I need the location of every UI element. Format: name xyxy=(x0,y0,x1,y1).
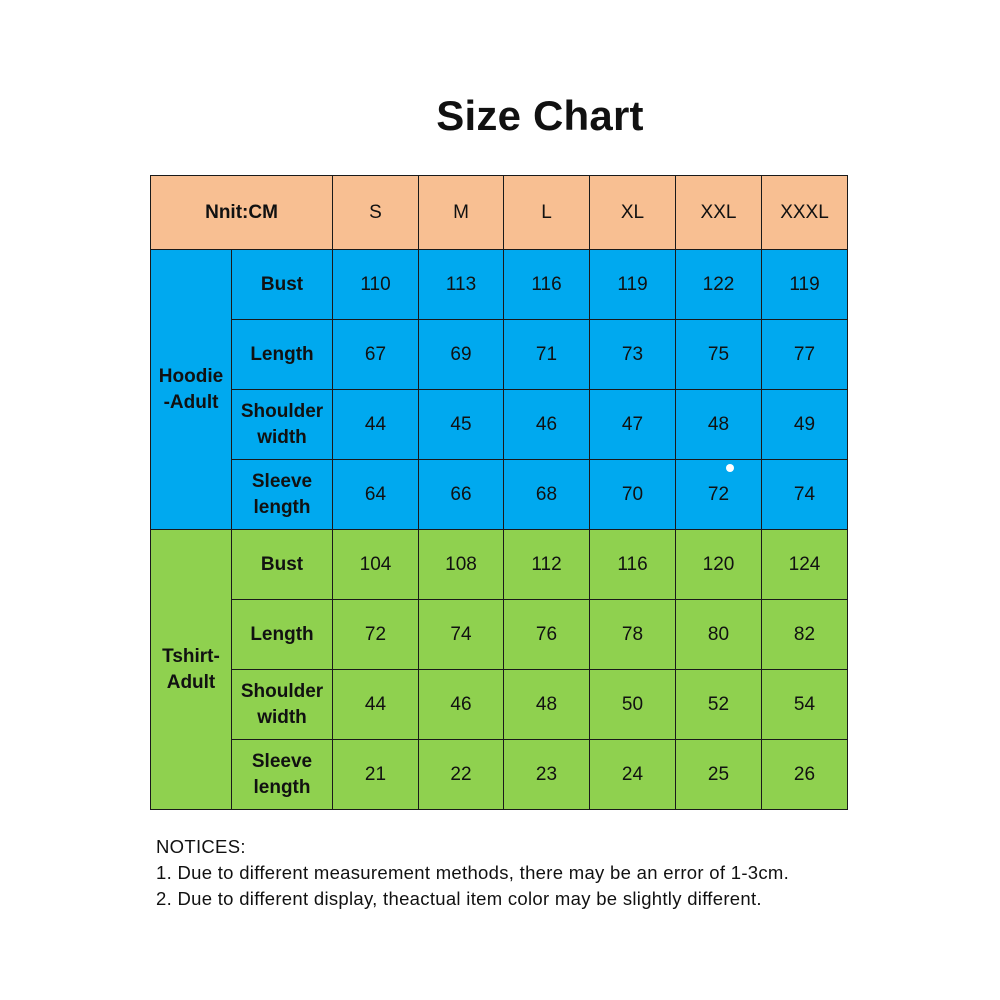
notice-item: 1. Due to different measurement methods, there may be an error of 1-3cm. xyxy=(156,862,790,883)
table-row xyxy=(151,740,848,810)
value-cell: 46 xyxy=(419,670,504,740)
value-cell: 112 xyxy=(504,530,590,600)
measurement-label xyxy=(232,600,333,670)
value-cell: 116 xyxy=(504,250,590,320)
value-cell: 44 xyxy=(333,670,419,740)
measurement-label-line: width xyxy=(257,426,307,448)
value-cell: 52 xyxy=(676,670,762,740)
value-cell: 45 xyxy=(419,390,504,460)
page-title: Size Chart xyxy=(436,92,644,139)
value-cell: 104 xyxy=(333,530,419,600)
measurement-label-line: width xyxy=(257,706,307,728)
table-row xyxy=(151,460,848,530)
value-cell: 72 xyxy=(676,460,762,530)
size-header-xxxl: XXXL xyxy=(762,176,848,250)
measurement-label xyxy=(232,740,333,810)
value-cell: 48 xyxy=(676,390,762,460)
measurement-label-line: length xyxy=(253,496,311,518)
value-cell: 24 xyxy=(590,740,676,810)
value-cell: 47 xyxy=(590,390,676,460)
value-cell: 75 xyxy=(676,320,762,390)
group-label-line: -Adult xyxy=(163,391,219,413)
value-cell: 67 xyxy=(333,320,419,390)
value-cell: 73 xyxy=(590,320,676,390)
size-header-l: L xyxy=(504,176,590,250)
value-cell: 66 xyxy=(419,460,504,530)
measurement-label-line: Shoulder xyxy=(240,680,324,702)
measurement-label xyxy=(232,320,333,390)
table-row xyxy=(151,600,848,670)
value-cell: 44 xyxy=(333,390,419,460)
value-cell: 110 xyxy=(333,250,419,320)
measurement-label xyxy=(232,250,333,320)
measurement-label xyxy=(232,460,333,530)
notice-item: 2. Due to different display, theactual item color may be slightly different. xyxy=(156,888,762,909)
unit-label: Nnit:CM xyxy=(151,176,333,250)
measurement-label-line: Bust xyxy=(260,273,304,295)
value-cell: 74 xyxy=(762,460,848,530)
value-cell: 69 xyxy=(419,320,504,390)
table-row xyxy=(151,320,848,390)
value-cell: 76 xyxy=(504,600,590,670)
value-cell: 122 xyxy=(676,250,762,320)
value-cell: 119 xyxy=(590,250,676,320)
table-row xyxy=(151,390,848,460)
value-cell: 78 xyxy=(590,600,676,670)
value-cell: 68 xyxy=(504,460,590,530)
size-header-xl: XL xyxy=(590,176,676,250)
measurement-label-line: length xyxy=(253,776,311,798)
group-label-line: Adult xyxy=(166,671,216,693)
value-cell: 49 xyxy=(762,390,848,460)
value-cell: 70 xyxy=(590,460,676,530)
value-cell: 48 xyxy=(504,670,590,740)
measurement-label-line: Length xyxy=(250,343,314,365)
value-cell: 113 xyxy=(419,250,504,320)
size-header-s: S xyxy=(333,176,419,250)
value-cell: 22 xyxy=(419,740,504,810)
value-cell: 72 xyxy=(333,600,419,670)
table-row xyxy=(151,670,848,740)
notices xyxy=(156,834,956,912)
value-cell: 119 xyxy=(762,250,848,320)
size-header-xxl: XXL xyxy=(676,176,762,250)
measurement-label-line: Bust xyxy=(260,553,304,575)
value-cell: 64 xyxy=(333,460,419,530)
notices-heading: NOTICES: xyxy=(156,836,246,857)
value-cell: 124 xyxy=(762,530,848,600)
measurement-label-line: Shoulder xyxy=(240,400,324,422)
value-cell: 82 xyxy=(762,600,848,670)
value-cell: 116 xyxy=(590,530,676,600)
size-chart-table xyxy=(150,175,848,810)
table-row xyxy=(151,530,848,600)
size-header-m: M xyxy=(419,176,504,250)
measurement-label xyxy=(232,530,333,600)
measurement-label xyxy=(232,670,333,740)
value-cell: 77 xyxy=(762,320,848,390)
table-row xyxy=(151,250,848,320)
value-cell: 21 xyxy=(333,740,419,810)
measurement-label-line: Length xyxy=(250,623,314,645)
value-cell: 71 xyxy=(504,320,590,390)
value-cell: 46 xyxy=(504,390,590,460)
value-cell: 23 xyxy=(504,740,590,810)
stray-dot xyxy=(726,464,734,472)
measurement-label-line: Sleeve xyxy=(251,470,313,492)
value-cell: 74 xyxy=(419,600,504,670)
group-label xyxy=(151,530,232,810)
value-cell: 50 xyxy=(590,670,676,740)
value-cell: 80 xyxy=(676,600,762,670)
group-label xyxy=(151,250,232,530)
group-label-line: Hoodie xyxy=(158,365,224,387)
value-cell: 54 xyxy=(762,670,848,740)
value-cell: 26 xyxy=(762,740,848,810)
measurement-label-line: Sleeve xyxy=(251,750,313,772)
value-cell: 120 xyxy=(676,530,762,600)
value-cell: 108 xyxy=(419,530,504,600)
measurement-label xyxy=(232,390,333,460)
group-label-line: Tshirt- xyxy=(162,645,220,667)
value-cell: 25 xyxy=(676,740,762,810)
table-header-row xyxy=(151,176,848,250)
